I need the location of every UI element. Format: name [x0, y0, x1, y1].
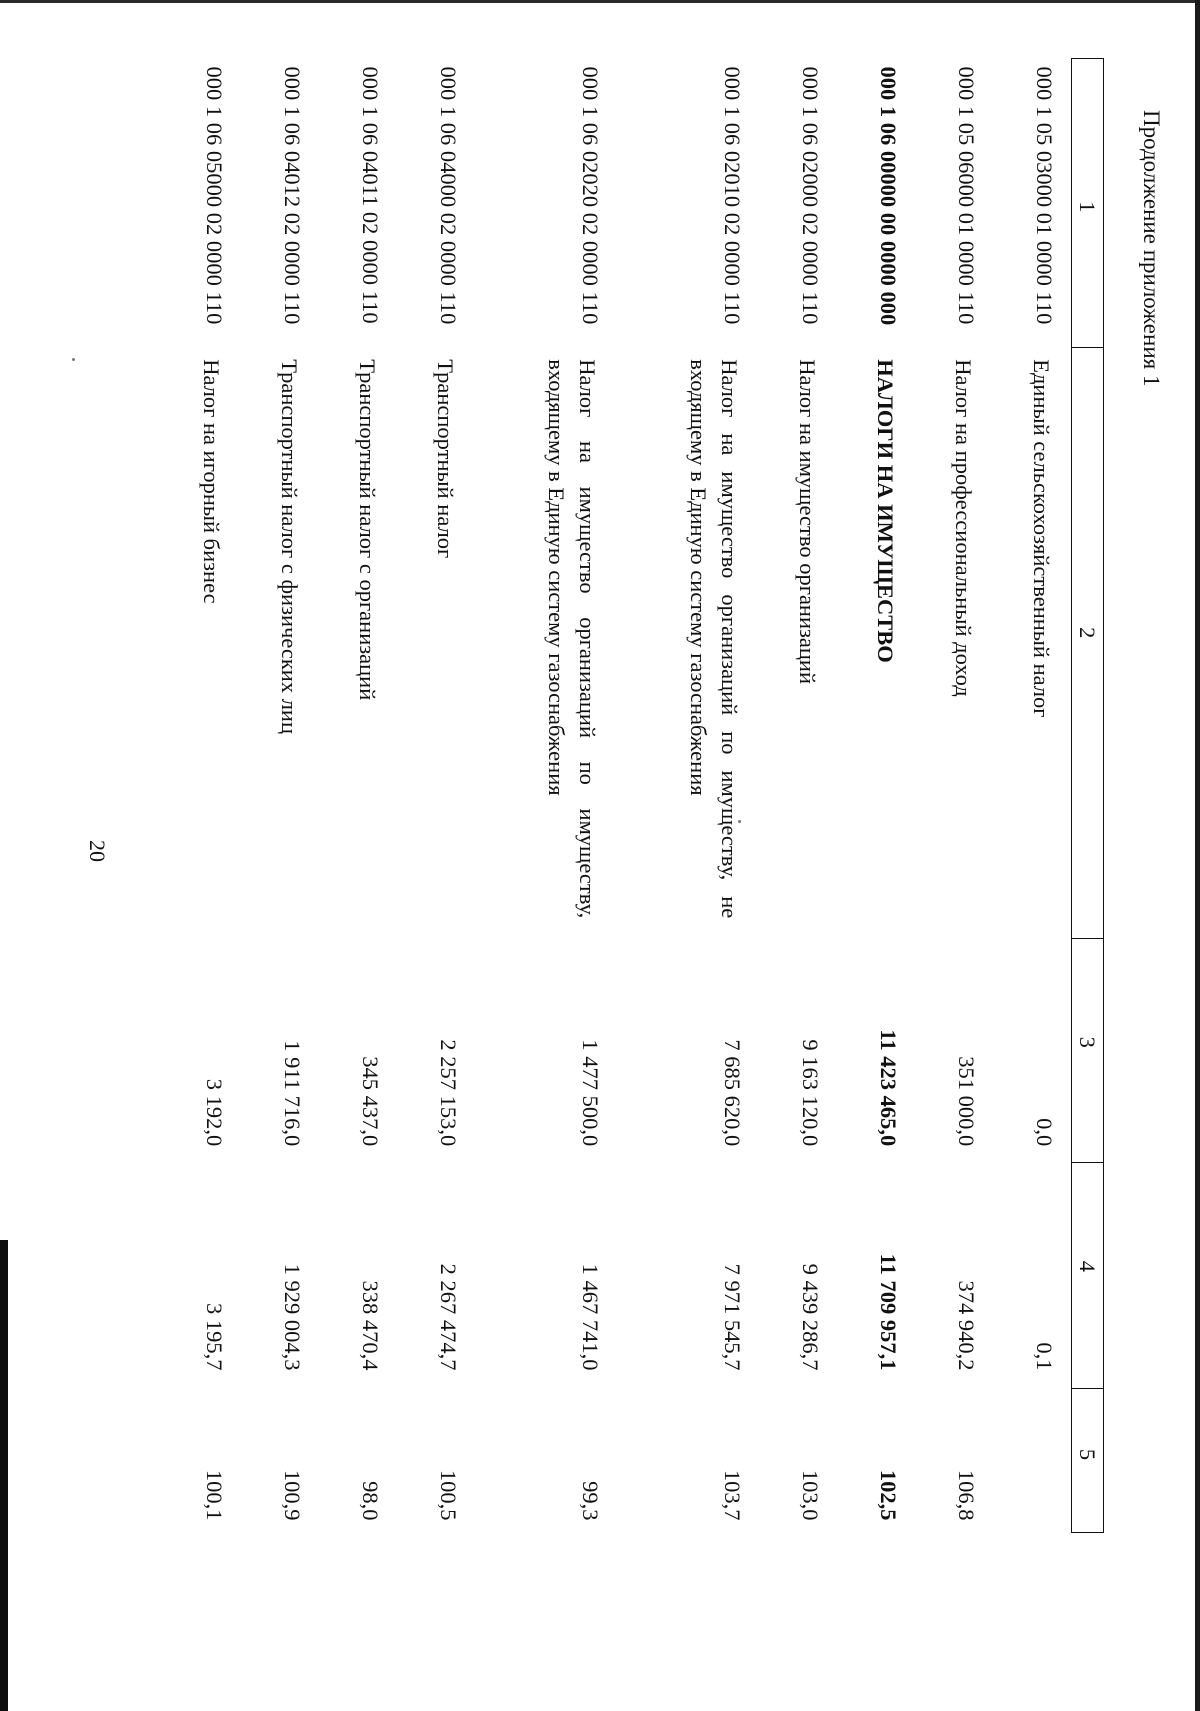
- table-row: [241, 59, 319, 1533]
- row-name-text: НАЛОГИ НА ИМУЩЕСТВО: [873, 359, 898, 663]
- row-name: [759, 347, 837, 938]
- row-percent-value: 100,5: [436, 1469, 461, 1521]
- row-plan-value: 351 000,0: [954, 1056, 979, 1147]
- row-actual-value: 3 195,7: [202, 1303, 227, 1371]
- row-code: 000 1 06 02000 02 0000 110: [798, 66, 823, 325]
- table-row: [319, 59, 397, 1533]
- row-percent-value: 100,1: [202, 1469, 227, 1521]
- table-header-row: [1072, 59, 1104, 1533]
- row-code: 000 1 06 04000 02 0000 110: [436, 66, 461, 325]
- row-name-text: Налог на имущество организаций по имуществу, не входящему в Единую систему газоснабжения: [686, 359, 742, 919]
- row-percent-value: 99,3: [578, 1481, 603, 1521]
- header-col-5: 5: [1072, 1389, 1104, 1533]
- header-col-4: 4: [1072, 1162, 1104, 1388]
- row-percent-value: 102,5: [876, 1469, 901, 1521]
- row-plan-value: 3 192,0: [202, 1078, 227, 1147]
- row-name: [319, 347, 397, 938]
- row-plan-value: 0,0: [1032, 1118, 1057, 1147]
- table-row: [475, 59, 617, 1533]
- revenue-table: [163, 58, 1104, 1533]
- row-plan-value: 9 163 120,0: [798, 1039, 823, 1147]
- row-percent-value: [993, 1389, 1072, 1533]
- row-plan-value: 2 257 153,0: [436, 1039, 461, 1147]
- table-row: [915, 59, 993, 1533]
- row-name: [475, 347, 617, 938]
- row-name: [241, 347, 319, 938]
- row-actual-value: 9 439 286,7: [798, 1263, 823, 1371]
- row-percent-value: 103,7: [720, 1469, 745, 1521]
- row-percent-value: 98,0: [358, 1481, 383, 1521]
- row-actual-value: 0,1: [1032, 1342, 1057, 1371]
- row-name: [397, 347, 475, 938]
- row-percent-value: 103,0: [798, 1469, 823, 1521]
- row-actual-value: 2 267 474,7: [436, 1263, 461, 1371]
- row-name-text: Транспортный налог с организаций: [355, 359, 380, 701]
- row-name: [617, 347, 759, 938]
- row-code: 000 1 05 06000 01 0000 110: [954, 66, 979, 325]
- row-name: [163, 347, 241, 938]
- row-actual-value: 7 971 545,7: [720, 1263, 745, 1371]
- page-number: 20: [85, 840, 110, 862]
- row-actual-value: 338 470,4: [358, 1280, 383, 1371]
- row-name-text: Налог на имущество организаций: [795, 359, 820, 685]
- row-percent-value: 100,9: [280, 1469, 305, 1521]
- table-body: [163, 59, 1072, 1533]
- row-code: 000 1 06 05000 02 0000 110: [202, 66, 227, 325]
- table-row: [759, 59, 837, 1533]
- table-row: [837, 59, 915, 1533]
- row-plan-value: 345 437,0: [358, 1056, 383, 1147]
- header-col-3: 3: [1072, 938, 1104, 1162]
- row-plan-value: 1 911 716,0: [280, 1040, 305, 1147]
- row-name-text: Единый сельскохозяйственный налог: [1029, 359, 1054, 718]
- row-plan-value: 7 685 620,0: [720, 1039, 745, 1147]
- continuation-label: Продолжение приложения 1: [1139, 110, 1164, 387]
- row-actual-value: 11 709 957,1: [876, 1253, 901, 1371]
- table-row: [617, 59, 759, 1533]
- row-name: [915, 347, 993, 938]
- row-code: 000 1 06 02020 02 0000 110: [578, 66, 603, 325]
- row-code: 000 1 06 04012 02 0000 110: [280, 66, 305, 325]
- row-code: 000 1 06 04011 02 0000 110: [358, 66, 383, 324]
- row-name-text: Налог на имущество организаций по имуществу, входящему в Единую систему газоснабжения: [544, 359, 600, 919]
- row-name-text: Налог на профессиональный доход: [951, 359, 976, 697]
- row-name: [993, 347, 1072, 938]
- row-actual-value: 374 940,2: [954, 1280, 979, 1371]
- row-code: 000 1 05 03000 01 0000 110: [1032, 66, 1057, 325]
- row-name-text: Транспортный налог: [433, 359, 458, 559]
- table-row: [163, 59, 241, 1533]
- row-actual-value: 1 467 741,0: [578, 1263, 603, 1371]
- header-col-1: 1: [1072, 59, 1104, 348]
- header-col-2: 2: [1072, 347, 1104, 938]
- row-actual-value: 1 929 004,3: [280, 1263, 305, 1371]
- row-name: [837, 347, 915, 938]
- row-plan-value: 11 423 465,0: [876, 1029, 901, 1147]
- row-name-text: Налог на игорный бизнес: [199, 359, 224, 604]
- row-code: 000 1 06 02010 02 0000 110: [720, 66, 745, 325]
- table-row: [397, 59, 475, 1533]
- row-percent-value: 106,8: [954, 1469, 979, 1521]
- row-plan-value: 1 477 500,0: [578, 1039, 603, 1147]
- table-row: [993, 59, 1072, 1533]
- row-name-text: Транспортный налог с физических лиц: [277, 359, 302, 735]
- row-code: 000 1 06 00000 00 0000 000: [876, 66, 901, 326]
